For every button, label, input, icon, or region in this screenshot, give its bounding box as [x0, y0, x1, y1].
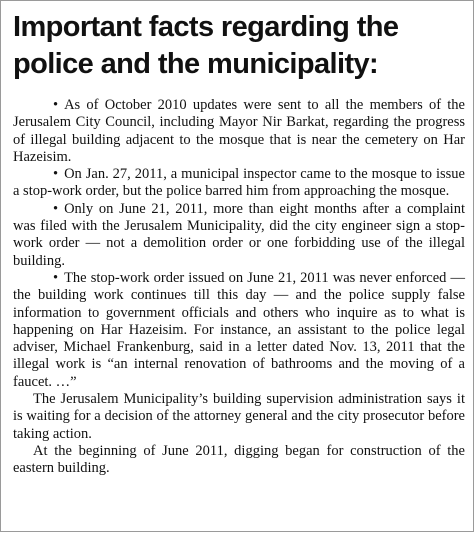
headline-line-1: Important facts regarding the — [13, 11, 399, 43]
paragraph-5 — [13, 391, 465, 443]
bullet-paragraph-2 — [13, 166, 465, 201]
bullet-paragraph-4 — [13, 270, 465, 391]
article-body — [13, 97, 465, 478]
bullet-paragraph-3 — [13, 201, 465, 270]
bullet-icon: • — [53, 166, 59, 183]
paragraph-6 — [13, 443, 465, 478]
paragraph-text: On Jan. 27, 2011, a municipal inspector came to the mosque to issue a stop-work order, but the police barred him from approaching the mosque. — [13, 166, 465, 200]
paragraph-text: Only on June 21, 2011, more than eight months after a complaint was filed with the Jerusalem Municipality, did the city engineer sign a stop-work order — not a demolition order or one forbidding use of the illegal building. — [13, 200, 465, 269]
bullet-paragraph-1 — [13, 97, 465, 166]
headline-line-2: police and the municipality: — [13, 48, 379, 80]
paragraph-text: As of October 2010 updates were sent to all the members of the Jerusalem City Council, including Mayor Nir Barkat, regarding the progress of illegal building adjacent to the mosque that is near the cemetery on Har Hazeisim. — [13, 97, 465, 165]
bullet-icon: • — [53, 269, 59, 286]
headline — [13, 9, 469, 83]
paragraph-text: At the beginning of June 2011, digging began for construction of the eastern building. — [13, 442, 465, 477]
bullet-icon: • — [53, 200, 59, 217]
bullet-icon: • — [53, 97, 59, 113]
paragraph-text: The stop-work order issued on June 21, 2011 was never enforced — the building work continues till this day — and the police supply false information to government officials and others who inquire as to what is happening on Har Hazeisim. For instance, an assistant to the police legal adviser, Michael Frankenburg, said in a letter dated Nov. 13, 2011 that the illegal work is “an internal renovation of bathrooms and the moving of a faucet. …” — [13, 269, 465, 390]
paragraph-text: The Jerusalem Municipality’s building supervision administration says it is waiting for a decision of the attorney general and the city prosecutor before taking action. — [13, 391, 465, 442]
